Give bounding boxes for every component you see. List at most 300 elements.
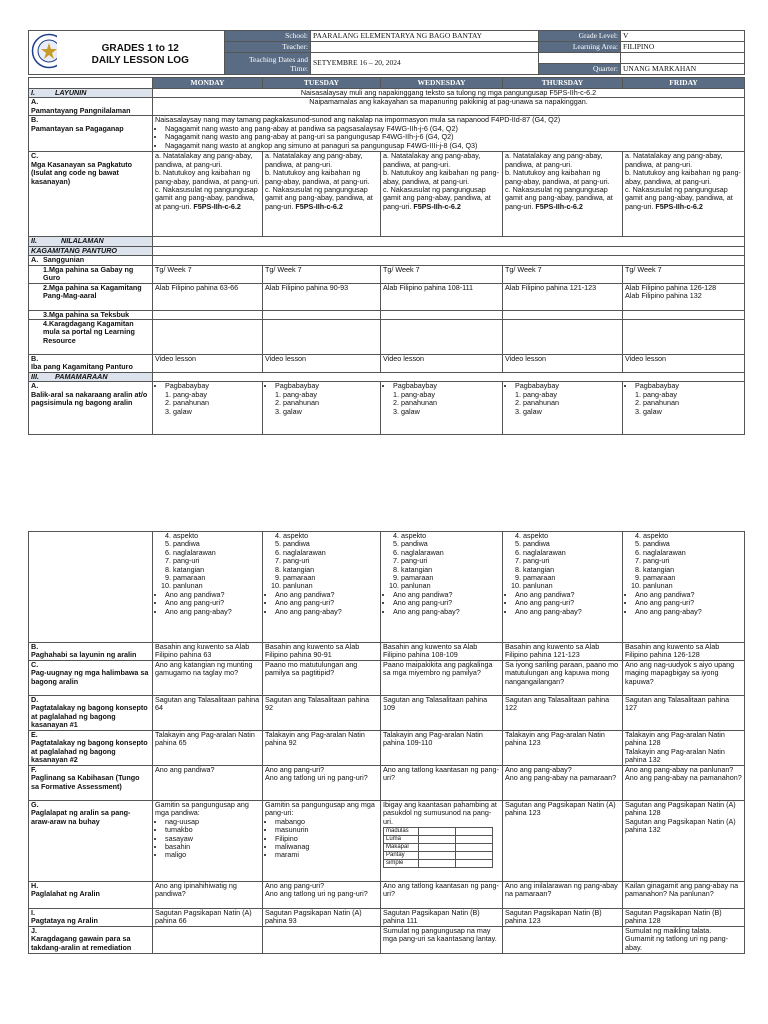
list-item: 9. pamaraan xyxy=(523,574,620,582)
list-item: • Ano ang pang-abay? xyxy=(635,608,742,616)
pagtataya-wednesday: Sagutan Pagsikapan Natin (B) pahina 111 xyxy=(381,909,503,927)
paglalapat-tuesday xyxy=(263,801,381,882)
list-item: 8. katangian xyxy=(173,566,260,574)
gabay-monday: Tg/ Week 7 xyxy=(153,265,263,283)
table-cell xyxy=(419,844,456,852)
paglalahat-monday: Ano ang ipinahihiwatig ng pandiwa? xyxy=(153,882,263,909)
paglalahat-wednesday: Ano ang tatlong kaantasan ng pang-uri? xyxy=(381,882,503,909)
list-item: 4. aspekto xyxy=(523,532,620,540)
nilalaman-value xyxy=(153,237,745,246)
list-item: 9. pamaraan xyxy=(283,574,378,582)
balik2-ordered xyxy=(505,532,620,591)
karagdagang-ltr: 4. xyxy=(43,319,49,329)
kasanayan-b: b. Natutukoy ang kaibahan ng pang-abay, pandiwa, at pang-uri. xyxy=(265,168,370,186)
grade-value: V xyxy=(621,31,745,42)
list-item: 7. pang-uri xyxy=(643,557,742,565)
kabihasan-wednesday: Ano ang tatlong kaantasan ng pang-uri? xyxy=(381,766,503,801)
seal-icon xyxy=(31,33,57,69)
day-friday: FRIDAY xyxy=(623,78,745,89)
balik-ordered xyxy=(265,391,378,416)
list-item: • Pagbabaybay xyxy=(635,382,742,390)
gabay-friday: Tg/ Week 7 xyxy=(623,265,745,283)
pamamaraan-row xyxy=(29,373,745,382)
teksbuk-wednesday xyxy=(381,310,503,319)
kasanayan-c xyxy=(265,186,378,211)
paghahabi-thursday: Basahin ang kuwento sa Alab Filipino pahina 121-123 xyxy=(503,643,623,661)
takdang-aralin-wednesday: Sumulat ng pangungusap na may mga pang-uri sa kaantasang lantay. xyxy=(381,927,503,954)
talakay1-wednesday: Sagutan ang Talasalitaan pahina 109 xyxy=(381,696,503,731)
list-item: 9. pamaraan xyxy=(173,574,260,582)
layunin-text: LAYUNIN xyxy=(55,88,87,97)
teksbuk-ltr: 3. xyxy=(43,310,49,319)
list-item: 6. naglalarawan xyxy=(643,549,742,557)
nilalaman-text: NILALAMAN xyxy=(61,236,104,246)
day-wednesday: WEDNESDAY xyxy=(381,78,503,89)
balik-label xyxy=(29,382,153,435)
iba-monday: Video lesson xyxy=(153,355,263,373)
kasanayan-b: b. Natutukoy ang kaibahan ng pang-abay, pandiwa, at pang-uri. xyxy=(383,168,499,186)
dll-table-1 xyxy=(28,77,745,435)
list-item: 4. aspekto xyxy=(173,532,260,540)
talakay2-text: Pagtatalakay ng bagong konsepto at paglalahad ng bagong kasanayan #2 xyxy=(31,738,148,765)
dll-table-2 xyxy=(28,531,745,954)
list-item: • Ano ang pandiwa? xyxy=(165,591,260,599)
talakay1-label xyxy=(29,696,153,731)
list-item: • Ano ang pang-abay? xyxy=(393,608,500,616)
balik-wednesday xyxy=(381,382,503,435)
kasanayan-tuesday xyxy=(263,152,381,237)
kasanayan-c xyxy=(625,186,742,211)
balik-ltr: A. xyxy=(31,381,39,391)
gabay-ltr: 1. xyxy=(43,265,49,274)
table-cell xyxy=(419,828,456,836)
list-item: 2. panahunan xyxy=(523,399,620,407)
area-label: Learning Area: xyxy=(539,42,621,53)
list-item: 7. pang-uri xyxy=(401,557,500,565)
kasanayan-b: b. Natutukoy ang kaibahan ng pang-abay, pandiwa, at pang-uri. xyxy=(625,168,741,186)
spacer-cell-2 xyxy=(621,53,745,64)
talakay2-friday xyxy=(623,731,745,766)
iba-row xyxy=(29,355,745,373)
balik2-questions xyxy=(383,591,500,616)
days-row xyxy=(29,78,745,89)
kagamitan-value xyxy=(153,246,745,255)
kasanayan-a: a. Natatalakay ang pang-abay, pandiwa, at pang-uri. xyxy=(155,151,253,169)
table-cell xyxy=(456,860,493,868)
kabihasan-friday xyxy=(623,766,745,801)
kasanayan-c-text: c. Nakasusulat ng pangungusap gamit ang pang-abay, pandiwa, at pang-uri. xyxy=(383,185,491,211)
list-item: • Ano ang pang-uri? xyxy=(635,599,742,607)
pagganap-value xyxy=(153,116,745,152)
pangnilalaman-label xyxy=(29,98,153,116)
kagamitang-friday-1: Alab Filipino pahina 126-128 xyxy=(625,283,717,292)
day-tuesday: TUESDAY xyxy=(263,78,381,89)
list-item: • basahin xyxy=(165,843,260,851)
paglalapat-friday-1: Sagutan ang Pagsikapan Natin (A) pahina 128 xyxy=(625,800,736,818)
days-corner xyxy=(29,78,153,89)
kasanayan-code: F5PS-IIh-c-6.2 xyxy=(193,201,241,211)
kasanayan-c xyxy=(505,186,620,211)
karagdagang-friday xyxy=(623,320,745,355)
kabihasan-thursday-2: Ano ang pang-abay na pamaraan? xyxy=(505,773,617,783)
title-cell xyxy=(57,31,225,75)
pamamaraan-text: PAMAMARAAN xyxy=(55,372,108,382)
table-cell xyxy=(419,860,456,868)
balik-text: Balik-aral sa nakaraang aralin at/o pagsisimula ng bagong aralin xyxy=(31,389,148,408)
kasanayan-code: F5PS-IIh-c-6.2 xyxy=(295,201,343,211)
pag-uugnay-ltr: C. xyxy=(31,660,39,669)
list-item: • Ano ang pang-uri? xyxy=(165,599,260,607)
list-item: 8. katangian xyxy=(523,566,620,574)
nilalaman-label xyxy=(29,237,153,246)
table-cell xyxy=(456,836,493,844)
sanggunian-value xyxy=(153,256,745,265)
list-item: 4. aspekto xyxy=(283,532,378,540)
pamamaraan-ltr: III. xyxy=(31,372,39,382)
teacher-label: Teacher: xyxy=(225,42,311,53)
iba-label xyxy=(29,355,153,373)
pag-uugnay-thursday: Sa iyong sariling paraan, paano mo matutulungan ang kapuwa mong nangangailangan? xyxy=(503,661,623,696)
paglalapat-text: Paglalapat ng aralin sa pang-araw-araw na buhay xyxy=(31,808,131,826)
list-item: 1. pang-abay xyxy=(643,391,742,399)
kagamitang-friday-2: Alab Filipino pahina 132 xyxy=(625,291,702,301)
table-cell xyxy=(456,828,493,836)
list-item: 5. pandiwa xyxy=(401,540,500,548)
table-row: simple xyxy=(384,860,419,868)
balik2-questions xyxy=(155,591,260,616)
kagamitang-row xyxy=(29,283,745,310)
pamamaraan-label xyxy=(29,373,153,382)
list-item: 3. galaw xyxy=(283,408,378,416)
kagamitang-label xyxy=(29,283,153,310)
kasanayan-c-text: c. Nakasusulat ng pangungusap gamit ang pang-abay, pandiwa, at pang-uri. xyxy=(505,185,613,211)
talakay2-friday-1: Talakayin ang Pag-aralan Natin pahina 128 xyxy=(625,730,725,748)
area-value: FILIPINO xyxy=(621,42,745,53)
gabay-label xyxy=(29,265,153,283)
pagtataya-text: Pagtataya ng Aralin xyxy=(31,916,98,926)
balik2-ordered xyxy=(155,532,260,591)
balik-ordered xyxy=(505,391,620,416)
list-item: • tumakbo xyxy=(165,826,260,834)
balik2-ordered xyxy=(265,532,378,591)
talakay1-row xyxy=(29,696,745,731)
list-item: 2. panahunan xyxy=(643,399,742,407)
pagganap-list xyxy=(155,125,742,150)
pagtataya-label xyxy=(29,909,153,927)
takdang-aralin-text: Karagdagang gawain para sa takdang-aralin at remediation xyxy=(31,934,132,952)
balik-thursday xyxy=(503,382,623,435)
paghahabi-ltr: B. xyxy=(31,642,39,651)
list-item: • Pagbabaybay xyxy=(275,382,378,390)
list-item: • Ano ang pang-uri? xyxy=(393,599,500,607)
list-item: • Ano ang pang-uri? xyxy=(275,599,378,607)
balik2-monday xyxy=(153,532,263,643)
list-item: 4. aspekto xyxy=(401,532,500,540)
list-item: • Pagbabaybay xyxy=(165,382,260,390)
kasanayan-row xyxy=(29,152,745,237)
kagamitang-text: Mga pahina sa Kagamitang Pang-Mag-aaral xyxy=(43,283,142,301)
takdang-aralin-tuesday xyxy=(263,927,381,954)
gabay-wednesday: Tg/ Week 7 xyxy=(381,265,503,283)
list-item: • Nagagamit nang wasto at angkop ang simuno at panaguri sa pangungusap F4WG-IIIi-j-8 (G4, Q3) xyxy=(165,142,742,150)
list-item: 4. aspekto xyxy=(643,532,742,540)
kasanayan-thursday xyxy=(503,152,623,237)
teksbuk-row xyxy=(29,310,745,319)
paglalahat-friday: Kailan ginagamit ang pang-abay na pamanahon? Na panlunan? xyxy=(623,882,745,909)
karagdagang-row xyxy=(29,320,745,355)
paglalahat-tuesday-1: Ano ang pang-uri? xyxy=(265,881,325,890)
paghahabi-text: Paghahabi sa layunin ng aralin xyxy=(31,650,137,660)
sanggunian-text: Sanggunian xyxy=(43,255,85,265)
pagganap-label xyxy=(29,116,153,152)
list-item: • Ano ang pang-uri? xyxy=(515,599,620,607)
karagdagang-label xyxy=(29,320,153,355)
list-item: 10. panlunan xyxy=(643,582,742,590)
paglalapat-monday-text: Gamitin sa pangungusap ang mga pandiwa: xyxy=(155,800,249,818)
quarter-label: Quarter: xyxy=(539,64,621,75)
balik-tuesday xyxy=(263,382,381,435)
list-item: • maliwanag xyxy=(275,843,378,851)
list-item: 3. galaw xyxy=(523,408,620,416)
list-item: • Ano ang pang-abay? xyxy=(515,608,620,616)
pag-uugnay-tuesday: Paano mo matutulungan ang pamilya sa pagtitipid? xyxy=(263,661,381,696)
list-item: 1. pang-abay xyxy=(523,391,620,399)
paglalapat-wednesday xyxy=(381,801,503,882)
paglalahat-label xyxy=(29,882,153,909)
karagdagang-monday xyxy=(153,320,263,355)
balik2-row xyxy=(29,532,745,643)
kabihasan-text: Paglinang sa Kabihasan (Tungo sa Formative Assessment) xyxy=(31,773,140,791)
list-item: 7. pang-uri xyxy=(173,557,260,565)
grade-label: Grade Level: xyxy=(539,31,621,42)
pag-uugnay-text: Pag-uugnay ng mga halimbawa sa bagong aralin xyxy=(31,668,149,686)
paghahabi-tuesday: Basahin ang kuwento sa Alab Filipino pahina 90-91 xyxy=(263,643,381,661)
pangnilalaman-text: Pamantayang Pangnilalaman xyxy=(31,105,131,115)
talakay1-ltr: D. xyxy=(31,695,39,704)
kabihasan-tuesday-1: Ano ang pang-uri? xyxy=(265,765,325,774)
kabihasan-label xyxy=(29,766,153,801)
kasanayan-c-text: c. Nakasusulat ng pangungusap gamit ang pang-abay, pandiwa, at pang-uri. xyxy=(155,185,258,211)
title-grades: GRADES 1 to 12 xyxy=(101,42,179,54)
balik2-ordered xyxy=(383,532,500,591)
list-item: • Nagagamit nang wasto ang pang-abay at pandiwa sa pagsasalaysay F4WG-IIh-j-6 (G4, Q2) xyxy=(165,125,742,133)
dates-label-1: Teaching Dates and xyxy=(248,54,308,64)
paghahabi-friday: Basahin ang kuwento sa Alab Filipino pahina 126-128 xyxy=(623,643,745,661)
takdang-aralin-friday: Sumulat ng maikling talata. Gumamit ng tatlong uri ng pang-abay. xyxy=(623,927,745,954)
title-dll: DAILY LESSON LOG xyxy=(91,54,189,66)
table-cell xyxy=(419,852,456,860)
talakay1-text: Pagtatalakay ng bagong konsepto at paglalahad ng bagong kasanayan #1 xyxy=(31,703,148,730)
table-cell xyxy=(456,852,493,860)
sanggunian-label xyxy=(29,256,153,265)
list-item: 10. panlunan xyxy=(173,582,260,590)
list-item: • nag-uusap xyxy=(165,818,260,826)
list-item: 10. panlunan xyxy=(283,582,378,590)
kagamitang-tuesday: Alab Filipino pahina 90-93 xyxy=(263,283,381,310)
balik2-label xyxy=(29,532,153,643)
karagdagang-text: Karagdagang Kagamitan mula sa portal ng Learning Resource xyxy=(43,319,135,345)
kabihasan-friday-2: Ano ang pang-abay na pamanahon? xyxy=(625,773,742,783)
pagtataya-row xyxy=(29,909,745,927)
iba-thursday: Video lesson xyxy=(503,355,623,373)
list-item: • Ano ang pandiwa? xyxy=(275,591,378,599)
talakay1-monday: Sagutan ang Talasalitaan pahina 64 xyxy=(153,696,263,731)
quarter-value: UNANG MARKAHAN xyxy=(621,64,745,75)
talakay2-row xyxy=(29,731,745,766)
list-item: • Nagagamit nang wasto ang pang-abay at pang-uri sa pangungusap F4WG-IIh-j-6 (G4, Q2) xyxy=(165,133,742,141)
nilalaman-ltr: II. xyxy=(31,236,37,246)
paglalapat-row xyxy=(29,801,745,882)
list-item: 3. galaw xyxy=(401,408,500,416)
header-table xyxy=(28,30,745,75)
list-item: 6. naglalarawan xyxy=(283,549,378,557)
list-item: • masunurin xyxy=(275,826,378,834)
takdang-aralin-monday xyxy=(153,927,263,954)
list-item: • marami xyxy=(275,851,378,859)
spacer-cell xyxy=(539,53,621,64)
kagamitang-friday xyxy=(623,283,745,310)
sanggunian-row xyxy=(29,256,745,265)
paglalapat-friday xyxy=(623,801,745,882)
paglalapat-wednesday-text: Ibigay ang kaantasan pahambing at pasukdol ng sumusunod na pang-uri. xyxy=(383,800,497,826)
layunin-ltr: I. xyxy=(31,88,35,97)
kabihasan-monday: Ano ang pandiwa? xyxy=(153,766,263,801)
takdang-aralin-thursday xyxy=(503,927,623,954)
list-item: • Ano ang pandiwa? xyxy=(635,591,742,599)
kasanayan-label xyxy=(29,152,153,237)
balik2-questions xyxy=(265,591,378,616)
list-item: 5. pandiwa xyxy=(283,540,378,548)
talakay1-thursday: Sagutan ang Talasalitaan pahina 122 xyxy=(503,696,623,731)
pagganap-main: Naisasalaysay nang may tamang pagkakasunod-sunod ang nakalap na impormasyon mula sa napanood F4PD-IId-87 (G4, Q2) xyxy=(155,115,561,125)
balik-ordered xyxy=(625,391,742,416)
table-row: Pantay xyxy=(384,852,419,860)
balik2-tuesday xyxy=(263,532,381,643)
list-item: 8. katangian xyxy=(401,566,500,574)
pagganap-text: Pamantayan sa Pagaganap xyxy=(31,123,124,133)
gabay-row xyxy=(29,265,745,283)
kasanayan-code: F5PS-IIh-c-6.2 xyxy=(535,201,583,211)
balik-ordered xyxy=(383,391,500,416)
takdang-aralin-row xyxy=(29,927,745,954)
paglalapat-thursday: Sagutan ang Pagsikapan Natin (A) pahina 123 xyxy=(503,801,623,882)
list-item: • sasayaw xyxy=(165,835,260,843)
day-thursday: THURSDAY xyxy=(503,78,623,89)
list-item: • mabango xyxy=(275,818,378,826)
list-item: 2. panahunan xyxy=(283,399,378,407)
talakay1-friday: Sagutan ang Talasalitaan pahina 127 xyxy=(623,696,745,731)
pagganap-ltr: B. xyxy=(31,115,39,125)
kabihasan-ltr: F. xyxy=(31,765,37,774)
iba-tuesday: Video lesson xyxy=(263,355,381,373)
karagdagang-thursday xyxy=(503,320,623,355)
kasanayan-c-text: c. Nakasusulat ng pangungusap gamit ang pang-abay, pandiwa, at pang-uri. xyxy=(625,185,733,211)
balik-row xyxy=(29,382,745,435)
talakay1-tuesday: Sagutan ang Talasalitaan pahina 92 xyxy=(263,696,381,731)
list-item: • Ano ang pandiwa? xyxy=(393,591,500,599)
pagtataya-monday: Sagutan Pagsikapan Natin (A) pahina 66 xyxy=(153,909,263,927)
table-row: Makapal xyxy=(384,844,419,852)
pag-uugnay-row xyxy=(29,661,745,696)
gabay-text: Mga pahina sa Gabay ng Guro xyxy=(43,265,134,283)
pamamaraan-value xyxy=(153,373,745,382)
table-cell xyxy=(456,844,493,852)
karagdagang-wednesday xyxy=(381,320,503,355)
kabihasan-thursday-1: Ano ang pang-abay? xyxy=(505,765,572,774)
paglalahat-thursday: Ano ang inilalarawan ng pang-abay na pamaraan? xyxy=(503,882,623,909)
list-item: 9. pamaraan xyxy=(643,574,742,582)
kasanayan-a: a. Natatalakay ang pang-abay, pandiwa, at pang-uri. xyxy=(265,151,363,169)
list-item: 2. panahunan xyxy=(401,399,500,407)
kasanayan-a: a. Natatalakay ang pang-abay, pandiwa, at pang-uri. xyxy=(505,151,603,169)
kasanayan-a: a. Natatalakay ang pang-abay, pandiwa, at pang-uri. xyxy=(383,151,481,169)
list-item: • Pagbabaybay xyxy=(515,382,620,390)
pagtataya-thursday: Sagutan Pagsikapan Natin (B) pahina 123 xyxy=(503,909,623,927)
kasanayan-c-text: c. Nakasusulat ng pangungusap gamit ang pang-abay, pandiwa, at pang-uri. xyxy=(265,185,373,211)
paglalahat-tuesday xyxy=(263,882,381,909)
day-monday: MONDAY xyxy=(153,78,263,89)
paglalapat-friday-2: Sagutan ang Pagsikapan Natin (A) pahina 132 xyxy=(625,816,736,835)
pag-uugnay-monday: Ano ang katangian ng munting gamugamo na taglay mo? xyxy=(153,661,263,696)
pagtataya-ltr: I. xyxy=(31,908,35,917)
paglalapat-ltr: G. xyxy=(31,800,39,809)
kabihasan-thursday xyxy=(503,766,623,801)
pagtataya-tuesday: Sagutan Pagsikapan Natin (A) pahina 93 xyxy=(263,909,381,927)
kasanayan-wednesday xyxy=(381,152,503,237)
balik-ordered xyxy=(155,391,260,416)
page-2 xyxy=(28,531,768,954)
kagamitang-monday: Alab Filipino pahina 63-66 xyxy=(153,283,263,310)
paghahabi-label xyxy=(29,643,153,661)
list-item: 5. pandiwa xyxy=(173,540,260,548)
layunin-label xyxy=(29,89,153,98)
pag-uugnay-wednesday: Paano maipakikita ang pagkalinga sa mga miyembro ng pamilya? xyxy=(381,661,503,696)
iba-text: Iba pang Kagamitang Panturo xyxy=(31,362,133,372)
kasanayan-ltr: C. xyxy=(31,151,39,161)
paglalahat-tuesday-2: Ano ang tatlong uri ng pang-uri? xyxy=(265,889,368,899)
paglalapat-monday xyxy=(153,801,263,882)
list-item: 7. pang-uri xyxy=(523,557,620,565)
pag-uugnay-label xyxy=(29,661,153,696)
paglalapat-label xyxy=(29,801,153,882)
talakay2-ltr: E. xyxy=(31,730,38,739)
kasanayan-a: a. Natatalakay ang pang-abay, pandiwa, at pang-uri. xyxy=(625,151,723,169)
pagganap-row xyxy=(29,116,745,152)
iba-friday: Video lesson xyxy=(623,355,745,373)
sanggunian-ltr: A. xyxy=(31,255,39,265)
school-label: School: xyxy=(225,31,311,42)
list-item: 8. katangian xyxy=(283,566,378,574)
talakay2-tuesday: Talakayin ang Pag-aralan Natin pahina 92 xyxy=(263,731,381,766)
paghahabi-wednesday: Basahin ang kuwento sa Alab Filipino pahina 108-109 xyxy=(381,643,503,661)
kagamitan-row xyxy=(29,246,745,255)
kagamitang-thursday: Alab Filipino pahina 121-123 xyxy=(503,283,623,310)
paghahabi-row xyxy=(29,643,745,661)
paglalapat-tuesday-text: Gamitin sa pangungusap ang mga pang-uri: xyxy=(265,800,375,818)
teksbuk-label xyxy=(29,310,153,319)
list-item: 5. pandiwa xyxy=(523,540,620,548)
kasanayan-c xyxy=(383,186,500,211)
table-row: Luma xyxy=(384,836,419,844)
pangnilalaman-value: Naipamamalas ang kakayahan sa mapanuring pakikinig at pag-unawa sa napakinggan. xyxy=(153,98,745,116)
page-1 xyxy=(28,30,768,435)
iba-ltr: B. xyxy=(31,354,39,364)
list-item: 1. pang-abay xyxy=(401,391,500,399)
talakay2-wednesday: Talakayin ang Pag-aralan Natin pahina 109-110 xyxy=(381,731,503,766)
iba-wednesday: Video lesson xyxy=(381,355,503,373)
pagtataya-friday: Sagutan Pagsikapan Natin (B) pahina 128 xyxy=(623,909,745,927)
kagamitang-wednesday: Alab Filipino pahina 108-111 xyxy=(381,283,503,310)
